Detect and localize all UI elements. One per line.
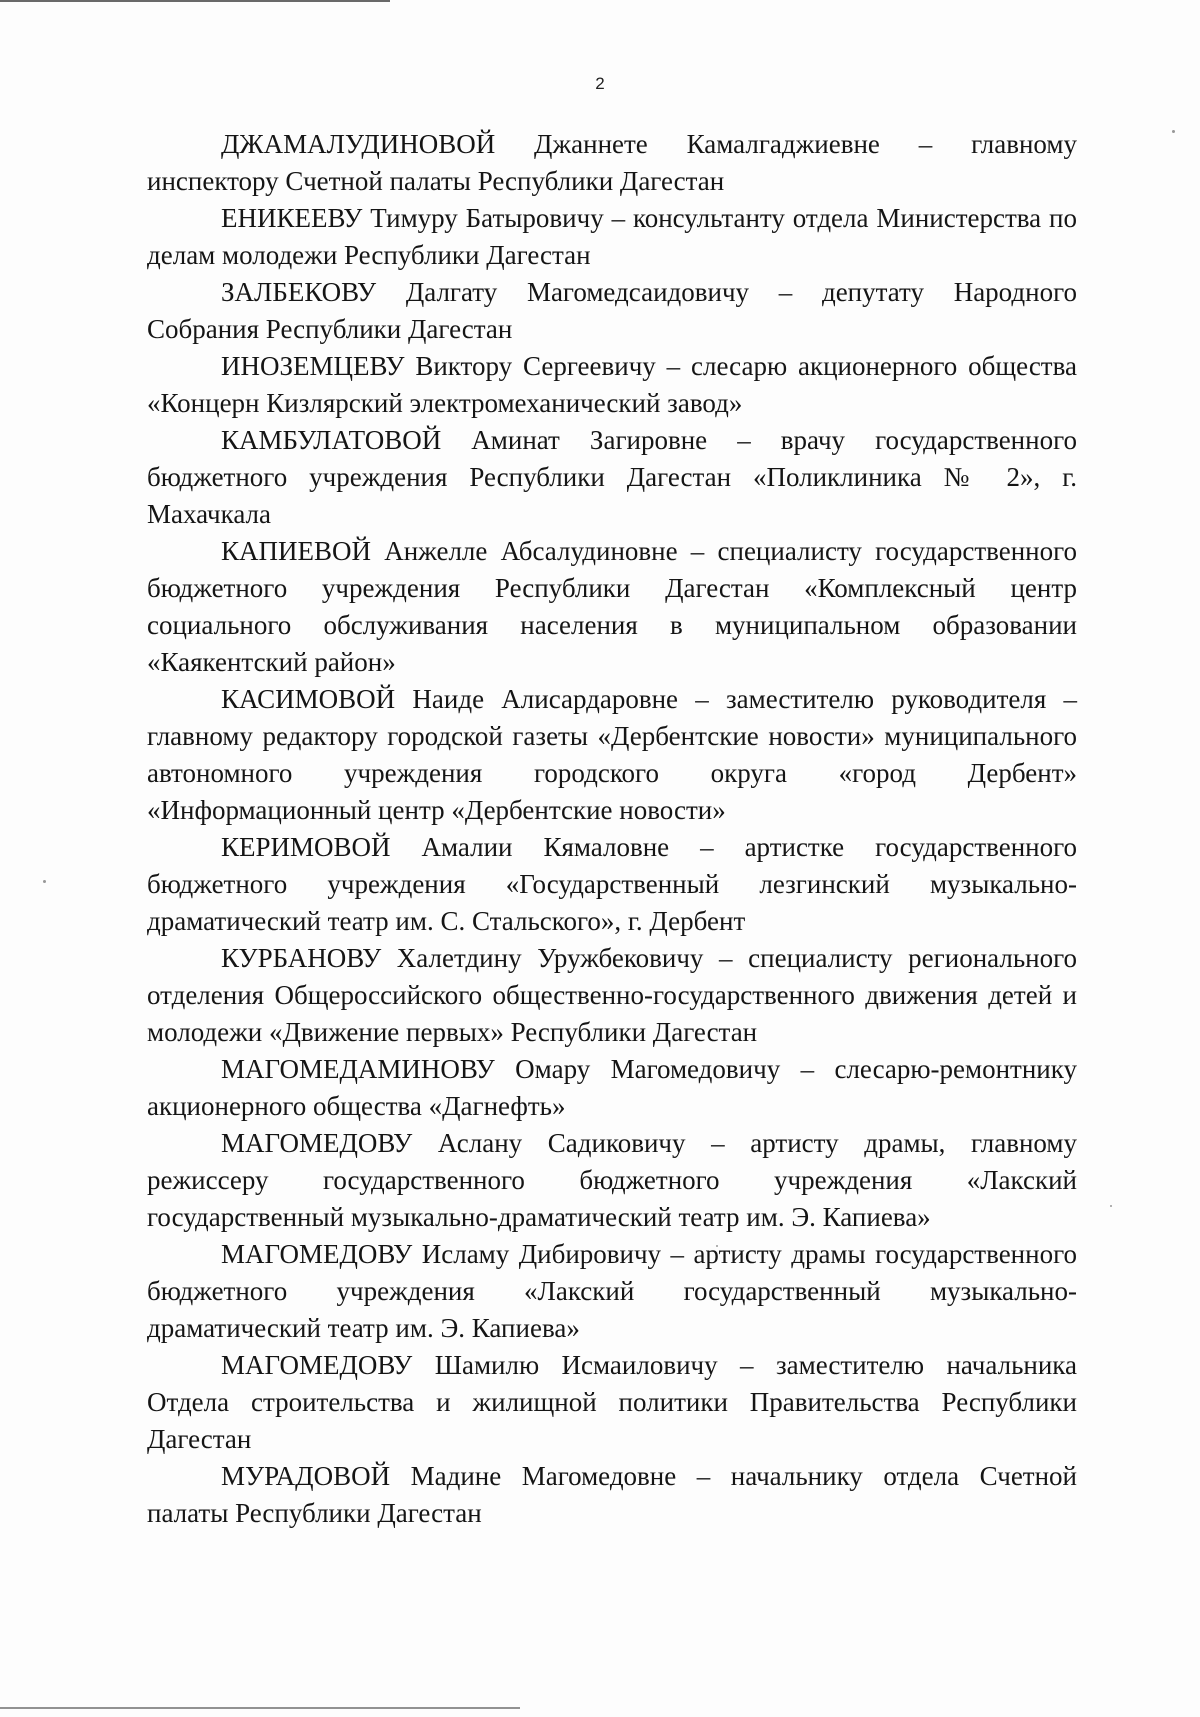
- list-entry: КАМБУЛАТОВОЙ Аминат Загировне – врачу государственного бюджетного учреждения Республики Дагестан «Поликлиника № 2», г. Махачкала: [147, 425, 1077, 529]
- list-entry: МАГОМЕДОВУ Аслану Садиковичу – артисту драмы, главному режиссеру государственного бюджетного учреждения «Лакский государственный музыкально-драматический театр им. Э. Капиева»: [147, 1128, 1077, 1232]
- scan-edge-top: [0, 0, 390, 2]
- list-entry: МУРАДОВОЙ Мадине Магомедовне – начальнику отдела Счетной палаты Республики Дагестан: [147, 1461, 1077, 1528]
- list-entry: КУРБАНОВУ Халетдину Уружбековичу – специалисту регионального отделения Общероссийского общественно-государственного движения детей и молодежи «Движение первых» Республики Дагестан: [147, 943, 1077, 1047]
- award-list: [147, 126, 1077, 1532]
- list-entry: КЕРИМОВОЙ Амалии Кямаловне – артистке государственного бюджетного учреждения «Государственный лезгинский музыкально-драматический театр им. С. Стальского», г. Дербент: [147, 832, 1077, 936]
- list-entry: МАГОМЕДОВУ Шамилю Исмаиловичу – заместителю начальника Отдела строительства и жилищной политики Правительства Республики Дагестан: [147, 1350, 1077, 1454]
- list-entry: МАГОМЕДАМИНОВУ Омару Магомедовичу – слесарю-ремонтнику акционерного общества «Дагнефть»: [147, 1054, 1077, 1121]
- list-entry: ДЖАМАЛУДИНОВОЙ Джаннете Камалгаджиевне – главному инспектору Счетной палаты Республики Дагестан: [147, 129, 1077, 196]
- list-entry: ЕНИКЕЕВУ Тимуру Батыровичу – консультанту отдела Министерства по делам молодежи Республики Дагестан: [147, 203, 1077, 270]
- list-entry: МАГОМЕДОВУ Исламу Дибировичу – артисту драмы государственного бюджетного учреждения «Лакский государственный музыкально-драматический театр им. Э. Капиева»: [147, 1239, 1077, 1343]
- list-entry: КАСИМОВОЙ Наиде Алисардаровне – заместителю руководителя – главному редактору городской газеты «Дербентские новости» муниципального автономного учреждения городского округа «город Дербент» «Информационный центр «Дербентские новости»: [147, 684, 1077, 825]
- list-entry: ЗАЛБЕКОВУ Далгату Магомедсаидовичу – депутату Народного Собрания Республики Дагестан: [147, 277, 1077, 344]
- list-entry: ИНОЗЕМЦЕВУ Виктору Сергеевичу – слесарю акционерного общества «Концерн Кизлярский электромеханический завод»: [147, 351, 1077, 418]
- page-number: 2: [595, 74, 605, 93]
- list-entry: КАПИЕВОЙ Анжелле Абсалудиновне – специалисту государственного бюджетного учреждения Республики Дагестан «Комплексный центр социального обслуживания населения в муниципальном образовании «Каякентский район»: [147, 536, 1077, 677]
- scan-speck: [1110, 1205, 1112, 1207]
- scan-edge-bottom: [0, 1707, 520, 1709]
- scan-speck: [43, 880, 46, 883]
- scan-speck: [1172, 130, 1175, 133]
